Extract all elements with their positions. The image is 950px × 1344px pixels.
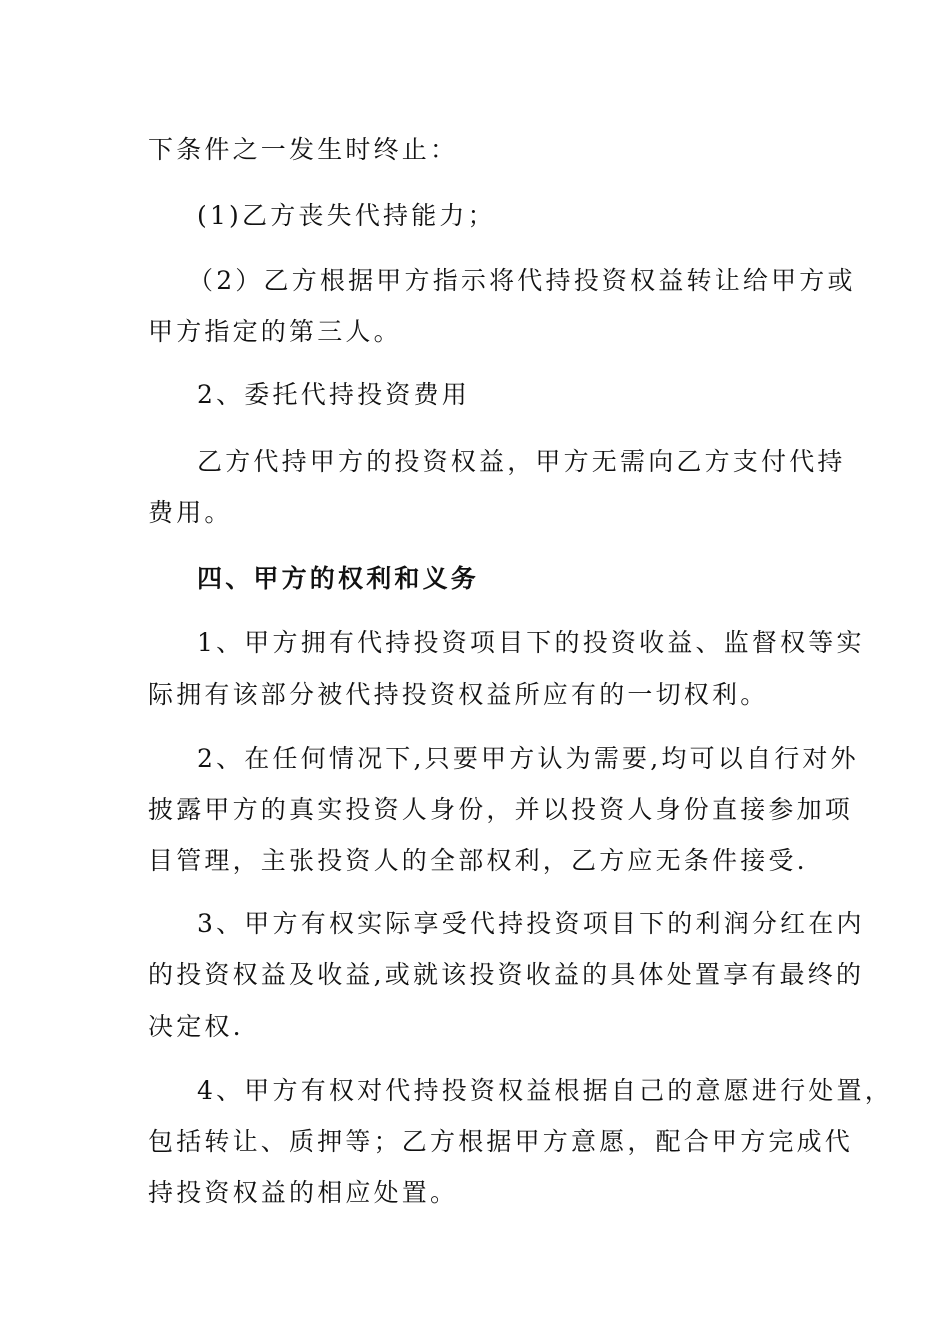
paragraph-line: 1、甲方拥有代持投资项目下的投资收益、监督权等实 (197, 628, 865, 657)
paragraph-line: 披露甲方的真实投资人身份，并以投资人身份直接参加项 (148, 795, 854, 824)
paragraph-line: (1)乙方丧失代持能力； (197, 201, 496, 230)
paragraph-line: （2）乙方根据甲方指示将代持投资权益转让给甲方或 (188, 266, 856, 295)
paragraph-line: 际拥有该部分被代持投资权益所应有的一切权利。 (148, 680, 769, 709)
paragraph-line: 2、在任何情况下,只要甲方认为需要,均可以自行对外 (197, 744, 859, 773)
paragraph-line: 乙方代持甲方的投资权益，甲方无需向乙方支付代持 (197, 447, 846, 476)
paragraph-line: 决定权. (148, 1012, 244, 1041)
paragraph-line: 4、甲方有权对代持投资权益根据自己的意愿进行处置， (197, 1076, 893, 1105)
paragraph-line: 包括转让、质押等；乙方根据甲方意愿，配合甲方完成代 (148, 1127, 854, 1156)
section-heading: 四、甲方的权利和义务 (197, 564, 480, 593)
paragraph-line: 3、甲方有权实际享受代持投资项目下的利润分红在内 (197, 909, 865, 938)
paragraph-line: 目管理，主张投资人的全部权利，乙方应无条件接受. (148, 846, 808, 875)
paragraph-line: 的投资权益及收益,或就该投资收益的具体处置享有最终的 (148, 960, 865, 989)
paragraph-line: 持投资权益的相应处置。 (148, 1178, 459, 1207)
paragraph-line: 下条件之一发生时终止： (148, 135, 459, 164)
paragraph-line: 费用。 (148, 498, 233, 527)
paragraph-line: 2、委托代持投资费用 (197, 380, 470, 409)
paragraph-line: 甲方指定的第三人。 (148, 317, 402, 346)
